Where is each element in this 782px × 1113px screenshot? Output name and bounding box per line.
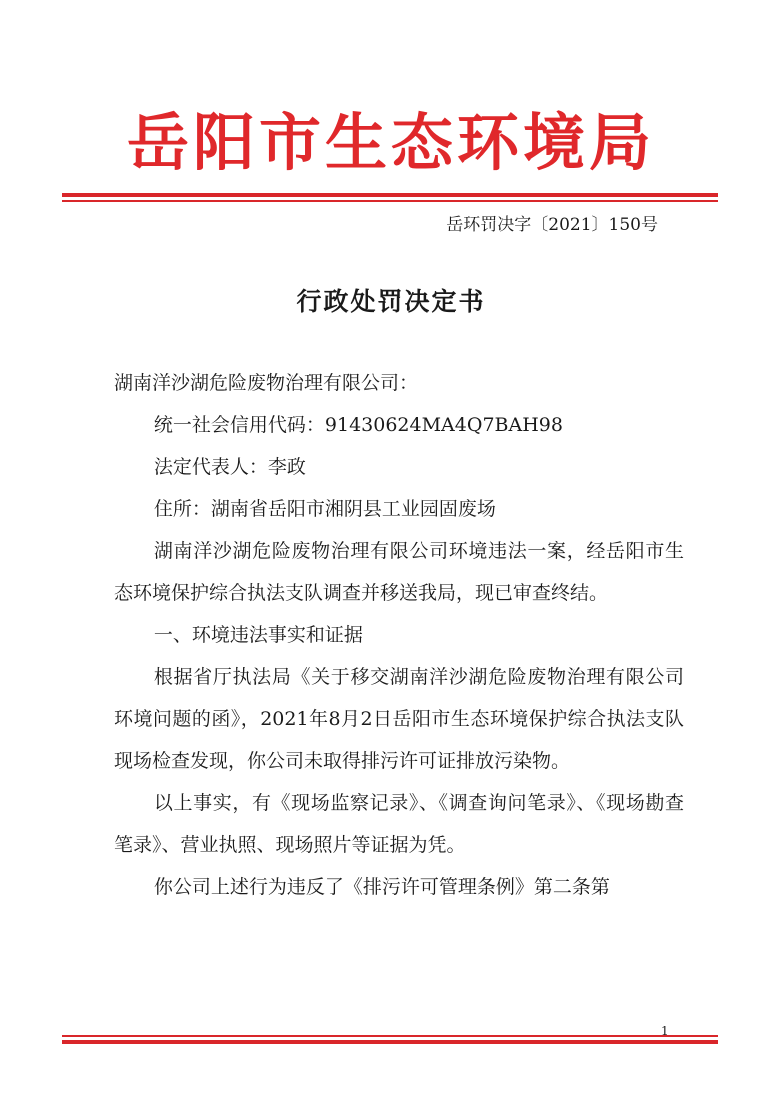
footer-divider-thick [62, 1040, 718, 1044]
recipient-line: 湖南洋沙湖危险废物治理有限公司： [114, 372, 419, 394]
footer-divider-thin [62, 1035, 718, 1037]
section-heading-facts: 一、环境违法事实和证据 [153, 624, 363, 646]
issuing-authority-title: 岳阳市生态环境局 [126, 106, 655, 179]
page-number: 1 [661, 1024, 669, 1038]
document-title: 行政处罚决定书 [296, 287, 486, 316]
document-number: 岳环罚决字〔2021〕150号 [446, 215, 658, 235]
violation-paragraph: 你公司上述行为违反了《排污许可管理条例》第二条第 [153, 876, 610, 898]
legal-representative-line: 法定代表人：李政 [153, 456, 306, 478]
case-summary-paragraph: 湖南洋沙湖危险废物治理有限公司环境违法一案，经岳阳市生态环境保护综合执法支队调查并移送我局，现已审查终结。 [114, 540, 684, 604]
facts-paragraph: 根据省厅执法局《关于移交湖南洋沙湖危险废物治理有限公司环境问题的函》，2021年8月2日岳阳市生态环境保护综合执法支队现场检查发现，你公司未取得排污许可证排放污染物。 [114, 666, 684, 772]
header-divider-thick [62, 193, 718, 197]
evidence-paragraph: 以上事实，有《现场监察记录》、《调查询问笔录》、《现场勘查笔录》、营业执照、现场照片等证据为凭。 [114, 792, 684, 856]
address-line: 住所：湖南省岳阳市湘阴县工业园固废场 [153, 498, 496, 520]
document-body [114, 362, 684, 908]
credit-code-line: 统一社会信用代码：91430624MA4Q7BAH98 [153, 414, 563, 436]
header-divider-thin [62, 200, 718, 202]
